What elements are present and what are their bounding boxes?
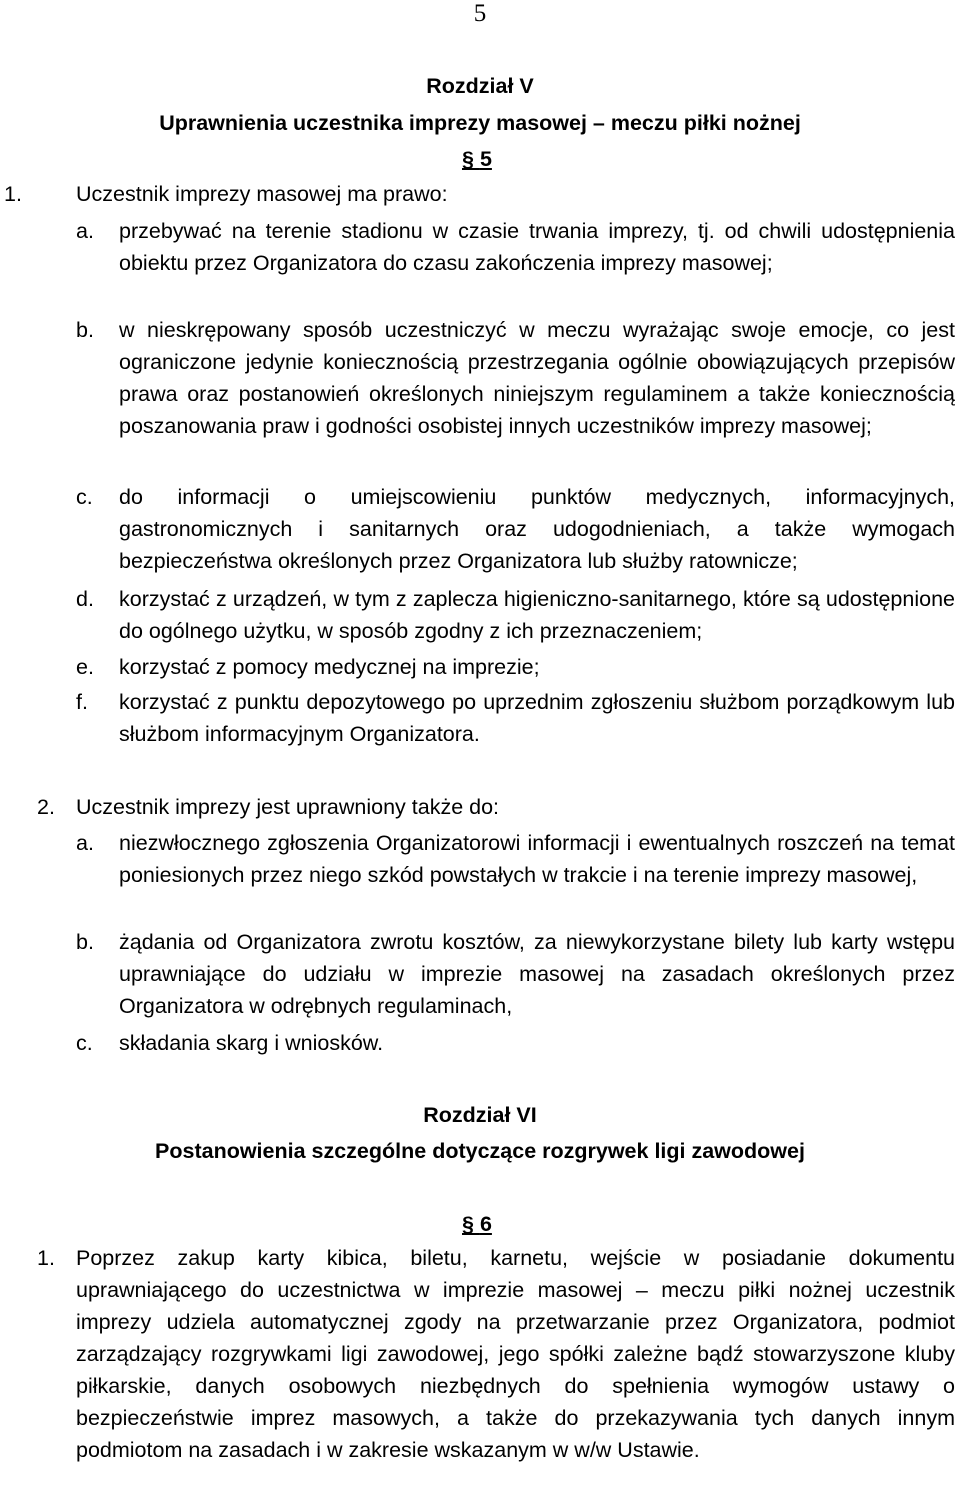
chapter-6-subtitle: Postanowienia szczególne dotyczące rozgrywek ligi zawodowej	[155, 1139, 805, 1163]
point-2-intro: Uczestnik imprezy jest uprawniony także do:	[76, 795, 500, 819]
item-1b-text: w nieskrępowany sposób uczestniczyć w meczu wyrażając swoje emocje, co jest ograniczone jedynie koniecznością przestrzegania ogólnie obowiązujących przepisów prawa oraz postanowień określonych niniejszym regulaminem a także koniecznością poszanowania praw i godności osobistej innych uczestników imprezy masowej;	[119, 318, 955, 438]
item-1c-marker: c.	[76, 485, 93, 509]
item-1a-marker: a.	[76, 219, 94, 243]
chapter-5-subtitle: Uprawnienia uczestnika imprezy masowej – meczu piłki nożnej	[159, 111, 801, 135]
section-5-mark: § 5	[462, 147, 492, 171]
item-1d-text: korzystać z urządzeń, w tym z zaplecza higieniczno-sanitarnego, które są udostępnione do ogólnego użytku, w sposób zgodny z ich przeznaczeniem;	[119, 587, 955, 643]
item-2b-text: żądania od Organizatora zwrotu kosztów, za niewykorzystane bilety lub karty wstępu uprawniające do udziału w imprezie masowej na zasadach określonych przez Organizatora w odrębnych regulaminach,	[119, 930, 955, 1018]
point-6-1-marker: 1.	[37, 1246, 55, 1270]
point-1-marker: 1.	[4, 182, 22, 206]
point-2-marker: 2.	[37, 795, 55, 819]
point-1-intro: Uczestnik imprezy masowej ma prawo:	[76, 182, 448, 206]
chapter-6-title: Rozdział VI	[423, 1103, 537, 1127]
point-6-1-text: Poprzez zakup karty kibica, biletu, karnetu, wejście w posiadanie dokumentu uprawniającego do uczestnictwa w imprezie masowej – meczu piłki nożnej uczestnik imprezy udziela automatycznej zgody na przetwarzanie przez Organizatora, podmiot zarządzający rozgrywkami ligi zawodowej, jego spółki zależne bądź stowarzyszone kluby piłkarskie, danych osobowych niezbędnych do spełnienia wymogów ustawy o bezpieczeństwie imprez masowych, a także do przekazywania tych danych innym podmiotom na zasadach i w zakresie wskazanym w w/w Ustawie.	[76, 1246, 955, 1462]
item-1a-text: przebywać na terenie stadionu w czasie trwania imprezy, tj. od chwili udostępnienia obiektu przez Organizatora do czasu zakończenia imprezy masowej;	[119, 219, 955, 275]
section-6-number: 6	[479, 1212, 492, 1236]
item-2a-marker: a.	[76, 831, 94, 855]
page-number: 5	[473, 0, 487, 27]
item-1e-marker: e.	[76, 655, 94, 679]
item-1c-text: do informacji o umiejscowieniu punktów medycznych, informacyjnych, gastronomicznych i sanitarnych oraz udogodnieniach, a także wymogach bezpieczeństwa określonych przez Organizatora lub służby ratownicze;	[119, 485, 955, 573]
section-5-number: 5	[479, 147, 492, 171]
chapter-5-title: Rozdział V	[426, 74, 534, 98]
item-1d-marker: d.	[76, 587, 94, 611]
item-2c-text: składania skarg i wniosków.	[119, 1031, 384, 1055]
item-2a-text: niezwłocznego zgłoszenia Organizatorowi informacji i ewentualnych roszczeń na temat poniesionych przez niego szkód powstałych w trakcie i na terenie imprezy masowej,	[119, 831, 955, 887]
item-1f-marker: f.	[76, 690, 88, 714]
item-2b-marker: b.	[76, 930, 94, 954]
item-1f-text: korzystać z punktu depozytowego po uprzednim zgłoszeniu służbom porządkowym lub służbom informacyjnym Organizatora.	[119, 690, 955, 746]
item-1e-text: korzystać z pomocy medycznej na imprezie;	[119, 655, 540, 679]
section-6-mark: § 6	[462, 1212, 492, 1236]
item-2c-marker: c.	[76, 1031, 93, 1055]
item-1b-marker: b.	[76, 318, 94, 342]
